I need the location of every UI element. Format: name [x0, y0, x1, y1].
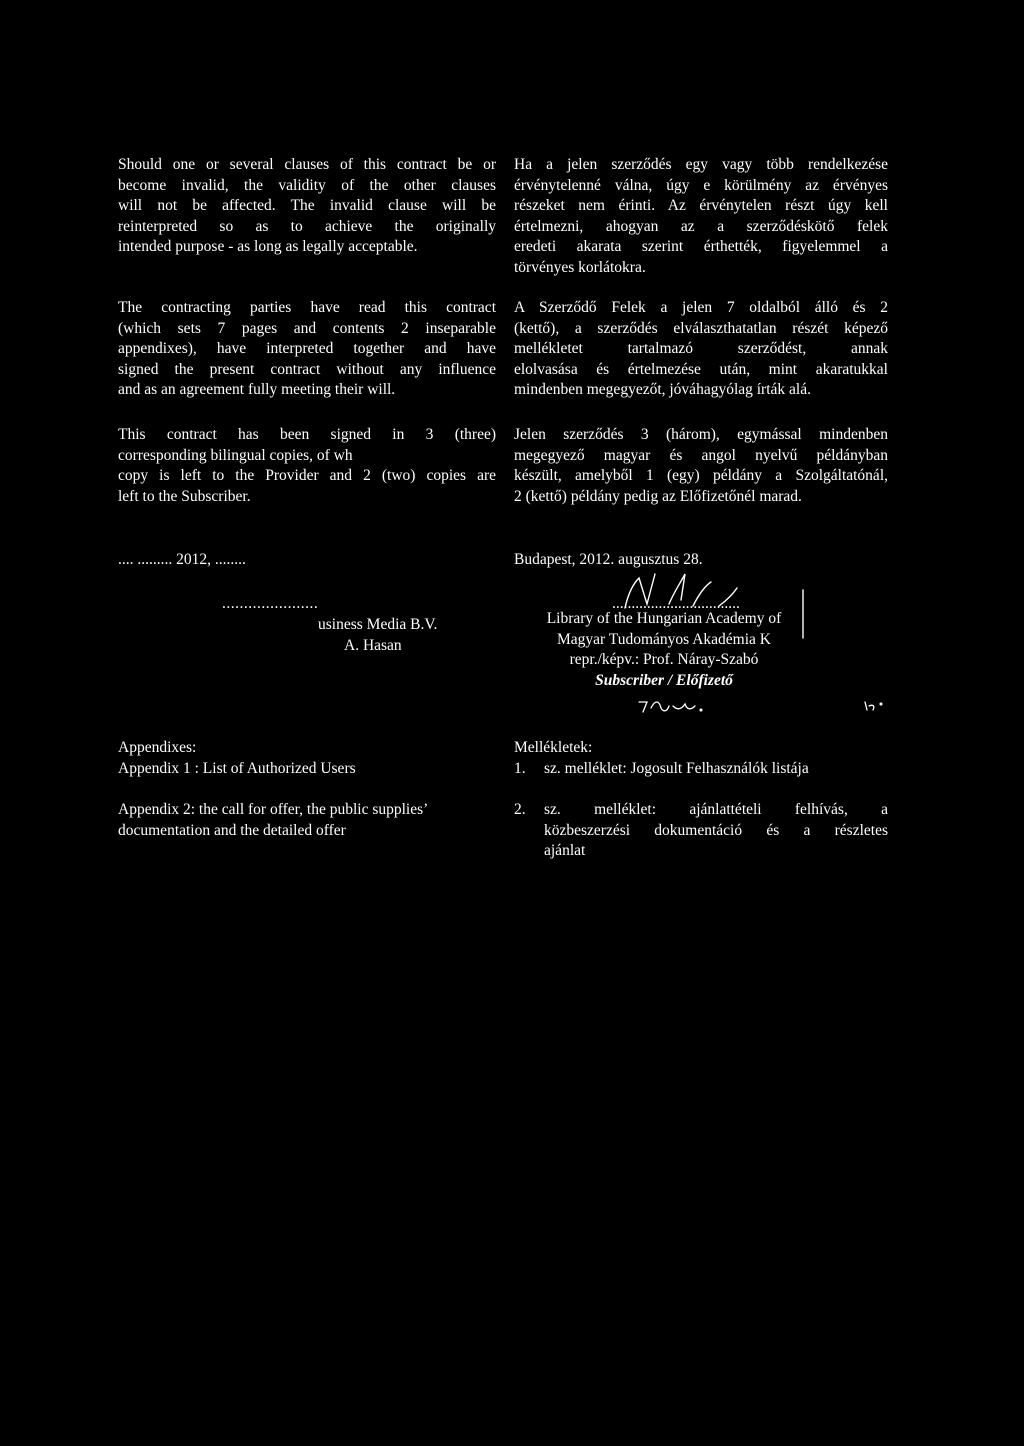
text-line: The contracting parties have read this contract	[118, 299, 496, 316]
hu-date-line: Budapest, 2012. augusztus 28.	[514, 551, 703, 568]
text-line: megegyező magyar és angol nyelvű példányban	[514, 446, 888, 464]
text-line: Ha a jelen szerződés egy vagy több rendelkezése	[514, 156, 888, 173]
text-line: Should one or several clauses of this contract be or	[118, 156, 496, 173]
text-line: signed the present contract without any influence	[118, 360, 496, 378]
list-number: 2.	[514, 801, 526, 818]
en-clause-agreement	[118, 298, 496, 401]
text-line: ajánlat	[544, 842, 586, 860]
text-line: (which sets 7 pages and contents 2 inseparable	[118, 319, 496, 337]
text-line: reinterpreted so as to achieve the originally	[118, 217, 496, 235]
text-line: Jelen szerződés 3 (három), egymással mindenben	[514, 426, 888, 443]
en-date-line: .... ......... 2012, ........	[118, 551, 246, 568]
text-line: will not be affected. The invalid clause will be	[118, 197, 496, 215]
mellekletek-title: Mellékletek:	[514, 739, 593, 756]
text-line: 2 (kettő) példány pedig az Előfizetőnél marad.	[514, 487, 802, 505]
text-line: Appendix 2: the call for offer, the public supplies’	[118, 801, 429, 818]
text-line: törvényes korlátokra.	[514, 258, 646, 276]
text-line: mindenben megegyezőt, jóváhagyólag írták alá.	[514, 381, 811, 399]
text-line: (kettő), a szerződés elválaszthatatlan részét képező	[514, 319, 888, 337]
text-line: sz. melléklet: ajánlattételi felhívás, a	[544, 801, 888, 818]
text-line: közbeszerzési dokumentáció és a részletes	[544, 821, 888, 839]
subscriber-signature-line: .................................	[612, 595, 740, 612]
list-text: sz. melléklet: Jogosult Felhasználók listája	[544, 760, 809, 777]
text-line: copy is left to the Provider and 2 (two) copies are	[118, 467, 496, 485]
list-number: 1.	[514, 760, 526, 777]
text-line: corresponding bilingual copies, of wh	[118, 446, 353, 464]
text-line: elolvasása és értelmezése után, mint akaratukkal	[514, 360, 888, 378]
hu-clause-invalidity	[514, 155, 888, 279]
text-line: értelmezni, ahogyan az a szerződéskötő felek	[514, 217, 888, 235]
text-line: become invalid, the validity of the other clauses	[118, 176, 496, 194]
subscriber-block	[514, 609, 814, 691]
subscriber-line: repr./képv.: Prof. Náray-Szabó	[569, 651, 759, 669]
provider-name: usiness Media B.V.	[318, 616, 438, 633]
text-line: részeket nem érinti. Az érvénytelen részt úgy kell	[514, 197, 888, 215]
text-line: This contract has been signed in 3 (three)	[118, 426, 496, 443]
text-line: A Szerződő Felek a jelen 7 oldalból álló és 2	[514, 299, 888, 316]
appendix-2	[118, 800, 496, 841]
subscriber-line: Library of the Hungarian Academy of	[546, 610, 782, 627]
hu-clause-agreement	[514, 298, 888, 401]
en-clause-copies	[118, 425, 496, 507]
initials-mark	[635, 694, 895, 718]
text-line: documentation and the detailed offer	[118, 821, 346, 839]
list-text-block	[544, 800, 888, 862]
melleklet-2	[514, 800, 888, 862]
melleklet-1	[514, 759, 809, 780]
subscriber-role: Subscriber / Előfizető	[595, 671, 733, 689]
appendix-1: Appendix 1 : List of Authorized Users	[118, 760, 356, 777]
text-line: érvénytelenné válna, úgy e körülmény az érvényes	[514, 176, 888, 194]
hu-clause-copies	[514, 425, 888, 507]
text-line: eredeti akarata szerint érthették, figyelemmel a	[514, 238, 888, 256]
en-clause-invalidity	[118, 155, 496, 258]
subscriber-line: Magyar Tudományos Akadémia K	[557, 630, 771, 648]
provider-person: A. Hasan	[344, 637, 402, 654]
appendixes-title: Appendixes:	[118, 739, 197, 756]
text-line: and as an agreement fully meeting their will.	[118, 381, 396, 399]
text-line: készült, amelyből 1 (egy) példány a Szolgáltatónál,	[514, 467, 888, 485]
text-line: mellékletet tartalmazó szerződést, annak	[514, 340, 888, 358]
text-line: appendixes), have interpreted together and have	[118, 340, 496, 358]
text-line: left to the Subscriber.	[118, 487, 251, 505]
text-line: intended purpose - as long as legally acceptable.	[118, 238, 418, 256]
provider-signature-line: ......................	[222, 595, 319, 612]
